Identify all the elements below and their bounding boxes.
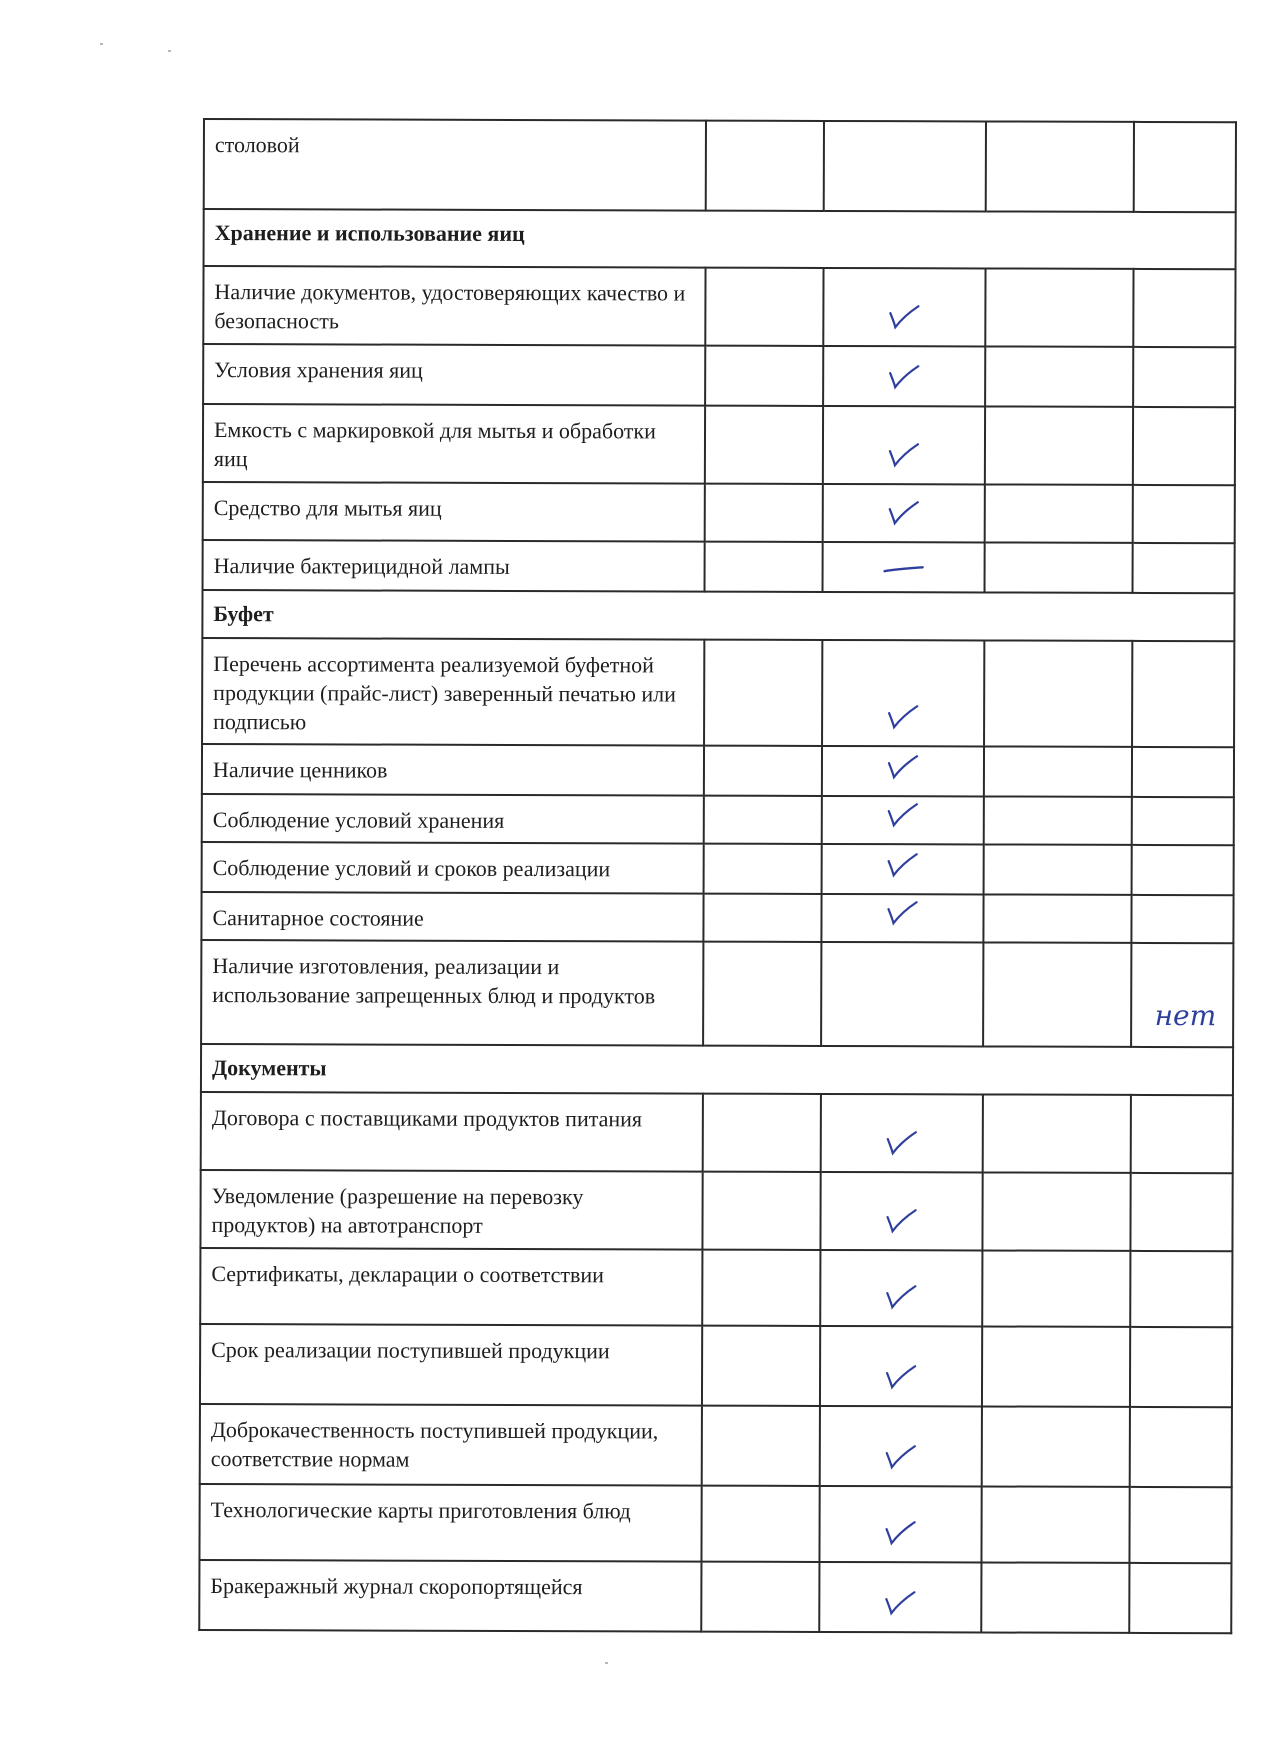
table-row bbox=[202, 794, 1234, 845]
mark-cell-col4 bbox=[1130, 1173, 1232, 1251]
checkmark-icon bbox=[885, 1130, 919, 1156]
table-row bbox=[200, 1170, 1232, 1251]
mark-cell-col2 bbox=[824, 121, 986, 212]
table-row bbox=[203, 404, 1235, 485]
section-header-row bbox=[202, 590, 1234, 641]
criterion-label: Уведомление (разрешение на перевозку продуктов) на автотранспорт bbox=[200, 1170, 702, 1250]
mark-cell-col1 bbox=[703, 894, 821, 942]
checkmark-icon bbox=[887, 304, 921, 330]
criterion-label: Санитарное состояние bbox=[201, 892, 703, 942]
handwritten-note: нет bbox=[1154, 998, 1217, 1033]
table-row bbox=[201, 1092, 1233, 1173]
mark-cell-col3 bbox=[983, 894, 1131, 942]
checkmark-icon bbox=[887, 500, 921, 526]
mark-cell-col4 bbox=[1129, 1487, 1231, 1563]
mark-cell-col2 bbox=[823, 542, 985, 593]
checkmark-icon bbox=[885, 900, 919, 926]
mark-cell-col2 bbox=[821, 1094, 983, 1173]
mark-cell-col1 bbox=[702, 1250, 820, 1326]
mark-cell-col2 bbox=[820, 1326, 982, 1407]
mark-cell-col4 bbox=[1132, 641, 1234, 747]
mark-cell-col2 bbox=[822, 746, 984, 797]
table-row bbox=[203, 540, 1235, 593]
criterion-label: Условия хранения яиц bbox=[203, 344, 705, 406]
mark-cell-col2 bbox=[822, 796, 984, 845]
mark-cell-col4 bbox=[1132, 797, 1234, 845]
mark-cell-col4 bbox=[1133, 407, 1235, 485]
criterion-label: Средство для мытья яиц bbox=[203, 482, 705, 542]
mark-cell-col3 bbox=[985, 484, 1133, 542]
mark-cell-col4 bbox=[1133, 543, 1235, 593]
mark-cell-col1 bbox=[706, 121, 824, 211]
checkmark-icon bbox=[886, 754, 920, 780]
mark-cell-col2 bbox=[822, 844, 984, 895]
mark-cell-col3 bbox=[983, 1094, 1131, 1172]
mark-cell-col4 bbox=[1130, 1251, 1232, 1327]
mark-cell-col3 bbox=[984, 640, 1132, 746]
mark-cell-col2 bbox=[821, 942, 983, 1047]
mark-cell-col1 bbox=[703, 1094, 821, 1172]
inspection-checklist-table bbox=[198, 118, 1237, 1634]
mark-cell-col4 bbox=[1133, 485, 1235, 543]
mark-cell-col4 bbox=[1132, 747, 1234, 797]
mark-cell-col1 bbox=[703, 942, 821, 1046]
checkmark-icon bbox=[886, 802, 920, 828]
mark-cell-col1 bbox=[701, 1562, 819, 1632]
mark-cell-col3 bbox=[986, 121, 1134, 211]
mark-cell-col2 bbox=[819, 1486, 981, 1563]
mark-cell-col1 bbox=[705, 346, 823, 406]
mark-cell-col1 bbox=[705, 542, 823, 592]
criterion-label: Срок реализации поступившей продукции bbox=[200, 1324, 702, 1406]
checkmark-icon bbox=[884, 1208, 918, 1234]
mark-cell-col4 bbox=[1131, 895, 1233, 943]
mark-cell-col2 bbox=[821, 894, 983, 943]
checkmark-icon bbox=[884, 1444, 918, 1470]
mark-cell-col1 bbox=[702, 1406, 820, 1486]
mark-cell-col1 bbox=[702, 1326, 820, 1406]
checkmark-icon bbox=[887, 364, 921, 390]
mark-cell-col4 bbox=[1130, 1327, 1232, 1407]
table-row bbox=[203, 266, 1235, 347]
mark-cell-col1 bbox=[704, 640, 822, 746]
section-title: Хранение и использование яиц bbox=[204, 209, 1236, 269]
checkmark-icon bbox=[884, 1520, 918, 1546]
criterion-label: Перечень ассортимента реализуемой буфетной продукции (прайс-лист) заверенный печатью или подписью bbox=[202, 638, 704, 746]
criterion-label: Технологические карты приготовления блюд bbox=[199, 1484, 701, 1562]
criterion-label: Наличие ценников bbox=[202, 744, 704, 796]
mark-cell-col1 bbox=[705, 268, 823, 346]
checkmark-icon bbox=[884, 1284, 918, 1310]
table-row bbox=[202, 744, 1234, 797]
criterion-label: Наличие бактерицидной лампы bbox=[203, 540, 705, 592]
mark-cell-col3 bbox=[983, 942, 1131, 1046]
criterion-label: Доброкачественность поступившей продукции, соответствие нормам bbox=[200, 1404, 702, 1486]
mark-cell-col3 bbox=[985, 542, 1133, 592]
checkmark-icon bbox=[883, 1590, 917, 1616]
criterion-label: Сертификаты, декларации о соответствии bbox=[200, 1248, 702, 1326]
criterion-label: Наличие документов, удостоверяющих качество и безопасность bbox=[203, 266, 705, 346]
mark-cell-col3 bbox=[984, 844, 1132, 894]
mark-cell-col4 bbox=[1131, 943, 1233, 1047]
checkmark-icon bbox=[886, 704, 920, 730]
mark-cell-col3 bbox=[981, 1486, 1129, 1562]
criterion-label: Бракеражный журнал скоропортящейся bbox=[199, 1560, 701, 1632]
mark-cell-col3 bbox=[982, 1406, 1130, 1486]
criterion-label: Наличие изготовления, реализации и использование запрещенных блюд и продуктов bbox=[201, 940, 703, 1046]
mark-cell-col4 bbox=[1131, 1095, 1233, 1173]
table-row bbox=[202, 842, 1234, 895]
mark-cell-col1 bbox=[704, 746, 822, 796]
mark-cell-col3 bbox=[982, 1250, 1130, 1326]
table-row bbox=[200, 1404, 1232, 1487]
mark-cell-col1 bbox=[701, 1486, 819, 1562]
section-title: Буфет bbox=[202, 590, 1234, 641]
checkmark-icon bbox=[884, 1364, 918, 1390]
table-row bbox=[199, 1484, 1231, 1563]
table-row bbox=[202, 638, 1234, 747]
table-row bbox=[201, 940, 1233, 1047]
table-row bbox=[199, 1560, 1231, 1633]
section-header-row bbox=[204, 209, 1236, 269]
mark-cell-col1 bbox=[704, 796, 822, 844]
mark-cell-col1 bbox=[704, 844, 822, 894]
mark-cell-col3 bbox=[981, 1562, 1129, 1632]
mark-cell-col1 bbox=[705, 406, 823, 484]
mark-cell-col2 bbox=[820, 1250, 982, 1327]
mark-cell-col4 bbox=[1133, 347, 1235, 407]
table-row bbox=[203, 482, 1235, 543]
table-row bbox=[200, 1324, 1232, 1407]
table-row bbox=[201, 892, 1233, 943]
mark-cell-col2 bbox=[819, 1562, 981, 1633]
mark-cell-col2 bbox=[823, 484, 985, 543]
mark-cell-col3 bbox=[985, 406, 1133, 484]
checkmark-icon bbox=[887, 442, 921, 468]
scan-speck bbox=[168, 50, 171, 52]
mark-cell-col1 bbox=[705, 484, 823, 542]
mark-cell-col4 bbox=[1129, 1563, 1231, 1633]
criterion-label: Емкость с маркировкой для мытья и обработки яиц bbox=[203, 404, 705, 484]
mark-cell-col3 bbox=[982, 1326, 1130, 1406]
mark-cell-col1 bbox=[702, 1172, 820, 1250]
mark-cell-col3 bbox=[985, 268, 1133, 346]
mark-cell-col4 bbox=[1134, 122, 1236, 212]
mark-cell-col4 bbox=[1133, 269, 1235, 347]
mark-cell-col2 bbox=[822, 640, 984, 747]
mark-cell-col2 bbox=[823, 346, 985, 407]
section-header-row bbox=[201, 1044, 1233, 1095]
checkmark-icon bbox=[886, 852, 920, 878]
table-row bbox=[203, 344, 1235, 407]
criterion-label: Соблюдение условий хранения bbox=[202, 794, 704, 844]
mark-cell-col3 bbox=[984, 796, 1132, 844]
mark-cell-col4 bbox=[1132, 845, 1234, 895]
table-row bbox=[200, 1248, 1232, 1327]
mark-cell-col3 bbox=[984, 746, 1132, 796]
criterion-label: столовой bbox=[204, 119, 706, 211]
section-title: Документы bbox=[201, 1044, 1233, 1095]
mark-cell-col3 bbox=[982, 1172, 1130, 1250]
criterion-label: Договора с поставщиками продуктов питания bbox=[201, 1092, 703, 1172]
scan-speck bbox=[100, 43, 103, 45]
dash-mark-icon bbox=[882, 563, 926, 575]
mark-cell-col4 bbox=[1130, 1407, 1232, 1487]
mark-cell-col2 bbox=[823, 268, 985, 347]
criterion-label: Соблюдение условий и сроков реализации bbox=[202, 842, 704, 894]
mark-cell-col2 bbox=[820, 1406, 982, 1487]
mark-cell-col2 bbox=[820, 1172, 982, 1251]
mark-cell-col3 bbox=[985, 346, 1133, 406]
mark-cell-col2 bbox=[823, 406, 985, 485]
table-row bbox=[204, 119, 1236, 212]
scan-speck bbox=[605, 1662, 608, 1664]
